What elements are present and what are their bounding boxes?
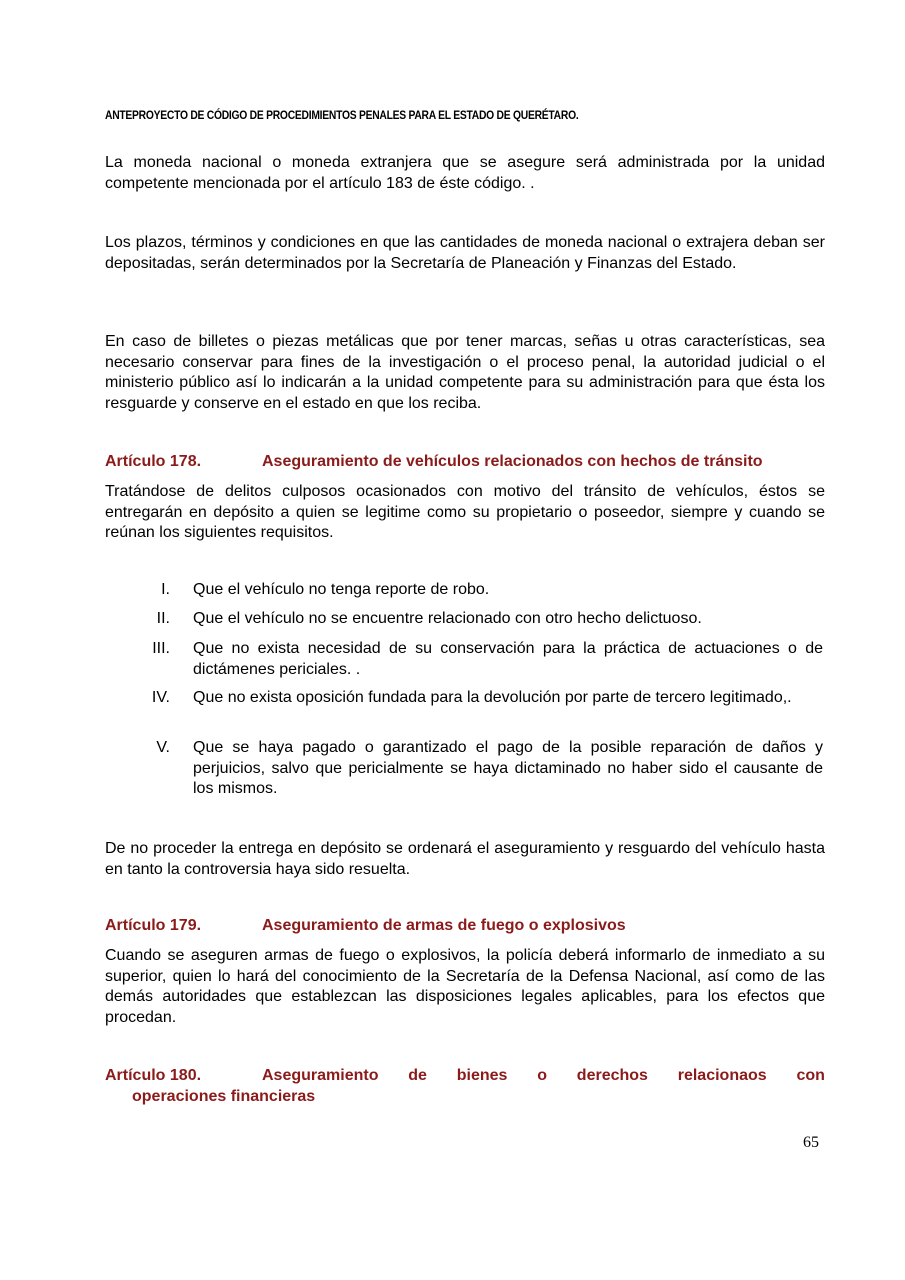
article-180-number: Artículo 180. — [105, 1067, 202, 1084]
title-word: de — [408, 1067, 427, 1084]
title-word: Aseguramiento — [262, 1067, 379, 1084]
list-numeral: V. — [156, 739, 170, 756]
page-number: 65 — [803, 1134, 819, 1151]
list-text: Que se haya pagado o garantizado el pago de la posible reparación de daños y perjuicios, salvo que pericialmente se haya dictaminado no haber sido el causante de los mismos. — [193, 739, 823, 797]
article-179-body: Cuando se aseguren armas de fuego o explosivos, la policía deberá informarlo de inmediato a su superior, quien lo hará del conocimiento de la Secretaría de la Defensa Nacional, así como de las demás autoridades que establezcan las disposiciones legales aplicables, para los efectos que procedan. — [105, 947, 825, 1026]
list-numeral: III. — [152, 640, 170, 657]
article-180-heading-line1 — [105, 1066, 825, 1087]
title-word: o — [537, 1067, 547, 1084]
article-179-title: Aseguramiento de armas de fuego o explosivos — [262, 917, 626, 934]
document-header: ANTEPROYECTO DE CÓDIGO DE PROCEDIMIENTOS PENALES PARA EL ESTADO DE QUERÉTARO. — [105, 108, 579, 122]
paragraph-currency-admin: La moneda nacional o moneda extranjera que se asegure será administrada por la unidad competente mencionada por el artículo 183 de éste código. . — [105, 154, 825, 192]
article-178-closing: De no proceder la entrega en depósito se ordenará el aseguramiento y resguardo del vehículo hasta en tanto la controversia haya sido resuelta. — [105, 840, 825, 878]
title-word: derechos — [576, 1067, 648, 1084]
list-text: Que el vehículo no se encuentre relacionado con otro hecho delictuoso. — [193, 610, 702, 627]
article-179-heading — [105, 916, 825, 937]
article-178-title: Aseguramiento de vehículos relacionados con hechos de tránsito — [262, 453, 763, 470]
article-180-title-line1 — [262, 1066, 825, 1087]
paragraph-banknotes: En caso de billetes o piezas metálicas que por tener marcas, señas u otras características, sea necesario conservar para fines de la investigación o el proceso penal, la autoridad judicial o el ministerio público así lo indicarán a la unidad competente para su administración para que ésta los resguarde y conserve en el estado en que los reciba. — [105, 333, 825, 412]
list-numeral: I. — [161, 581, 170, 598]
article-179-number: Artículo 179. — [105, 917, 202, 934]
article-178-intro: Tratándose de delitos culposos ocasionados con motivo del tránsito de vehículos, éstos se entregarán en depósito a quien se legitime como su propietario o poseedor, siempre y cuando se reúnan los siguientes requisitos. — [105, 483, 825, 541]
title-word: con — [796, 1067, 825, 1084]
list-text: Que no exista necesidad de su conservación para la práctica de actuaciones o de dictámenes periciales. . — [193, 640, 823, 678]
list-numeral: II. — [156, 610, 170, 627]
title-word: bienes — [456, 1067, 508, 1084]
paragraph-deposit-terms: Los plazos, términos y condiciones en que las cantidades de moneda nacional o extrajera deban ser depositadas, serán determinados por la Secretaría de Planeación y Finanzas del Estado. — [105, 234, 825, 272]
title-word: relacionaos — [677, 1067, 767, 1084]
article-180-title-line2: operaciones financieras — [132, 1087, 316, 1105]
article-180-heading — [105, 1066, 825, 1107]
list-numeral: IV. — [151, 689, 170, 706]
article-178-heading — [105, 452, 825, 473]
list-text: Que el vehículo no tenga reporte de robo. — [193, 581, 490, 598]
article-178-number: Artículo 178. — [105, 453, 202, 470]
list-text: Que no exista oposición fundada para la devolución por parte de tercero legitimado,. — [193, 689, 792, 706]
